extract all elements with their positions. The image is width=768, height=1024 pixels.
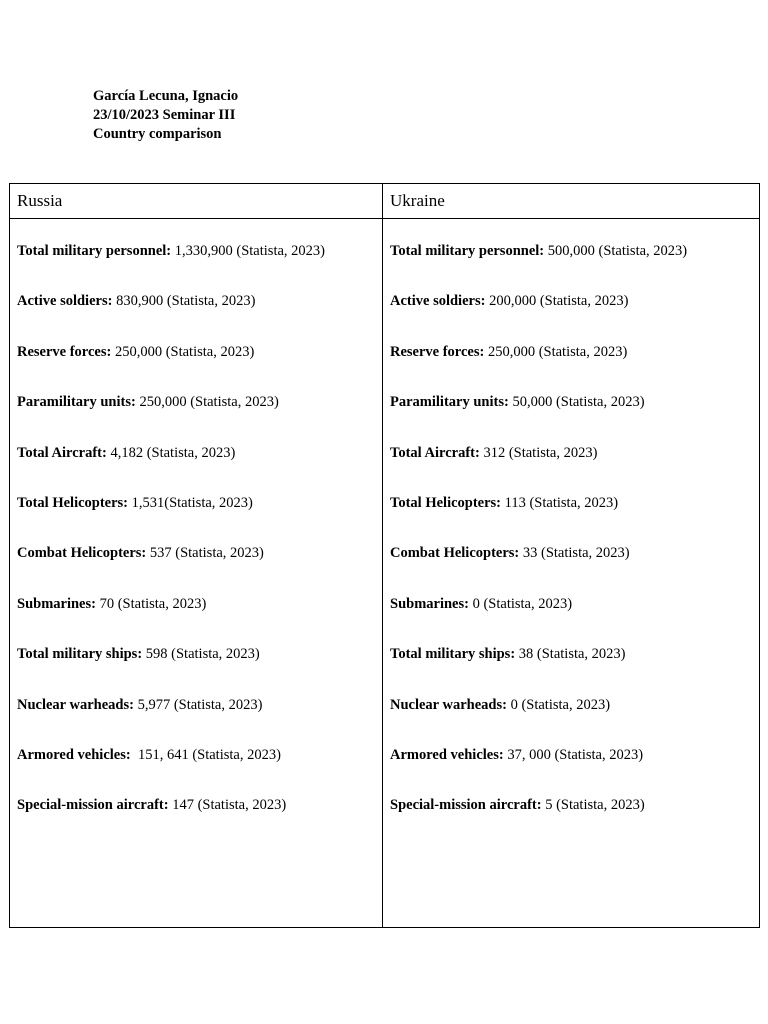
stat-label: Total Helicopters: (390, 494, 502, 511)
stat-value: 0 (Statista, 2023) (506, 696, 611, 713)
stat-value: 5 (Statista, 2023) (541, 797, 645, 814)
stat-label: Total military personnel: (390, 243, 545, 259)
stat-value: 151, 641 (Statista, 2023) (130, 746, 281, 763)
stat-label: Active soldiers: (17, 293, 113, 310)
column-header-ukraine: Ukraine (383, 184, 760, 219)
stat-value: 830,900 (Statista, 2023) (112, 293, 256, 310)
stat-value: 250,000 (Statista, 2023) (135, 394, 279, 411)
stat-item (17, 594, 382, 644)
stat-item (17, 443, 382, 493)
stat-value: 70 (Statista, 2023) (95, 595, 207, 612)
stat-value: 50,000 (Statista, 2023) (508, 394, 645, 411)
column-header-russia: Russia (10, 184, 383, 219)
stat-label: Combat Helicopters: (390, 545, 520, 562)
stat-label: Submarines: (17, 595, 96, 612)
stat-item (390, 594, 759, 644)
stat-value: 5,977 (Statista, 2023) (133, 696, 263, 713)
stat-value: 113 (Statista, 2023) (501, 494, 619, 511)
author-name: García Lecuna, Ignacio (93, 88, 239, 104)
stat-item (17, 493, 382, 543)
stat-item (390, 695, 759, 745)
stat-item (17, 745, 382, 795)
table-header-row (10, 184, 760, 219)
stat-value: 1,531(Statista, 2023) (128, 494, 253, 511)
stat-item (17, 291, 382, 341)
stat-label: Paramilitary units: (390, 394, 509, 411)
stat-item (390, 291, 759, 341)
stat-item (17, 241, 382, 291)
date-course: 23/10/2023 Seminar III (93, 107, 236, 123)
stat-value: 33 (Statista, 2023) (519, 545, 630, 562)
stat-label: Total military personnel: (17, 243, 172, 259)
stat-value: 4,182 (Statista, 2023) (106, 444, 236, 461)
stat-label: Paramilitary units: (17, 394, 136, 411)
stat-value: 0 (Statista, 2023) (468, 595, 573, 612)
stat-label: Total military ships: (390, 646, 516, 663)
stat-value: 200,000 (Statista, 2023) (485, 293, 629, 310)
stat-label: Submarines: (390, 595, 469, 612)
stat-label: Total Aircraft: (17, 444, 107, 461)
stat-value: 312 (Statista, 2023) (479, 444, 598, 461)
ukraine-cell (383, 219, 760, 928)
stat-label: Special-mission aircraft: (390, 797, 542, 814)
stat-item (390, 392, 759, 442)
stat-value: 1,330,900 (Statista, 2023) (171, 243, 325, 259)
stat-value: 500,000 (Statista, 2023) (544, 243, 688, 259)
stat-label: Combat Helicopters: (17, 545, 147, 562)
stat-item (390, 745, 759, 795)
stat-value: 250,000 (Statista, 2023) (111, 343, 255, 360)
stat-label: Total military ships: (17, 646, 143, 663)
stat-value: 37, 000 (Statista, 2023) (503, 746, 644, 763)
stat-item (17, 644, 382, 694)
stat-item (390, 443, 759, 493)
stat-value: 598 (Statista, 2023) (142, 646, 260, 663)
stat-item (390, 493, 759, 543)
stat-item (390, 795, 759, 845)
stat-value: 250,000 (Statista, 2023) (484, 343, 628, 360)
stat-label: Special-mission aircraft: (17, 797, 169, 814)
stat-label: Active soldiers: (390, 293, 486, 310)
stat-label: Nuclear warheads: (17, 696, 134, 713)
stat-label: Armored vehicles: (390, 746, 504, 763)
stat-item (17, 392, 382, 442)
comparison-table (9, 183, 760, 928)
stat-item (390, 342, 759, 392)
stat-label: Total Aircraft: (390, 444, 480, 461)
stat-item (17, 342, 382, 392)
stat-item (17, 695, 382, 745)
stat-value: 38 (Statista, 2023) (515, 646, 626, 663)
stat-value: 147 (Statista, 2023) (168, 797, 287, 814)
stat-item (17, 795, 382, 845)
stat-label: Total Helicopters: (17, 494, 129, 511)
stat-label: Armored vehicles: (17, 746, 131, 763)
stat-item (390, 241, 759, 291)
table-body-row (10, 219, 760, 928)
stat-label: Nuclear warheads: (390, 696, 507, 713)
stat-item (390, 644, 759, 694)
document-subject: Country comparison (93, 126, 222, 142)
stat-item (390, 543, 759, 593)
russia-cell (10, 219, 383, 928)
stat-label: Reserve forces: (17, 343, 112, 360)
stat-value: 537 (Statista, 2023) (146, 545, 264, 562)
stat-item (17, 543, 382, 593)
stat-label: Reserve forces: (390, 343, 485, 360)
document-header (93, 87, 238, 144)
